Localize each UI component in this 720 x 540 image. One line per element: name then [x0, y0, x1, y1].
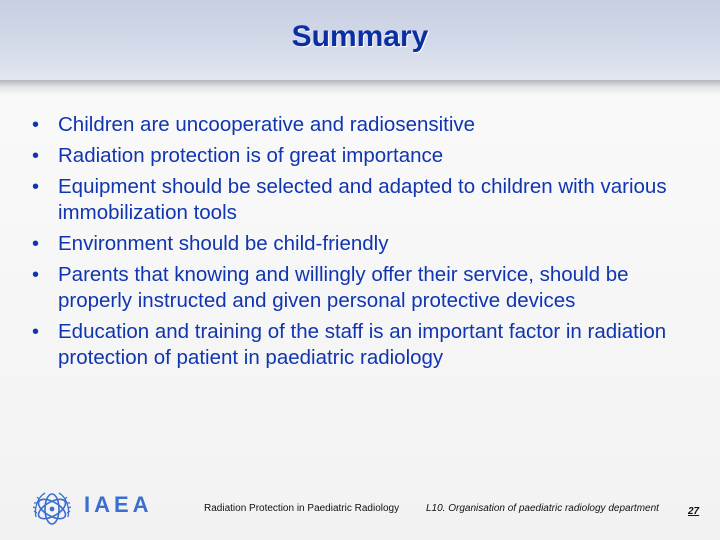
- bullet-text: Environment should be child-friendly: [58, 232, 389, 255]
- bullet-dot-icon: •: [32, 114, 40, 136]
- footer-course-title: Radiation Protection in Paediatric Radiology: [204, 503, 400, 514]
- bullet-text: Parents that knowing and willingly offer their service, should be properly instructed and given personal protective devices: [58, 263, 629, 312]
- bullet-item: [28, 174, 668, 226]
- bullet-text: Children are uncooperative and radiosensitive: [58, 113, 476, 136]
- footer-module-title: L10. Organisation of paediatric radiology department: [426, 503, 659, 514]
- bullet-item: [28, 319, 668, 371]
- slide-title: Summary: [291, 20, 429, 53]
- bullet-dot-icon: •: [32, 264, 40, 286]
- logo-text: IAEA: [84, 492, 153, 517]
- bullet-item: [28, 231, 668, 257]
- bullet-item: [28, 262, 668, 314]
- page-number: 27: [688, 506, 700, 517]
- bullet-list: [28, 112, 668, 376]
- bullet-dot-icon: •: [32, 145, 40, 167]
- bullet-text: Radiation protection is of great importance: [58, 144, 444, 167]
- bullet-dot-icon: •: [32, 176, 40, 198]
- header-shadow: [0, 80, 720, 96]
- bullet-item: [28, 143, 668, 169]
- bullet-dot-icon: •: [32, 321, 40, 343]
- bullet-dot-icon: •: [32, 233, 40, 255]
- bullet-item: [28, 112, 668, 138]
- bullet-text: Education and training of the staff is an important factor in radiation protection of patient in paediatric radiology: [58, 320, 667, 369]
- iaea-emblem-icon: [30, 487, 74, 531]
- bullet-text: Equipment should be selected and adapted to children with various immobilization tools: [58, 175, 667, 224]
